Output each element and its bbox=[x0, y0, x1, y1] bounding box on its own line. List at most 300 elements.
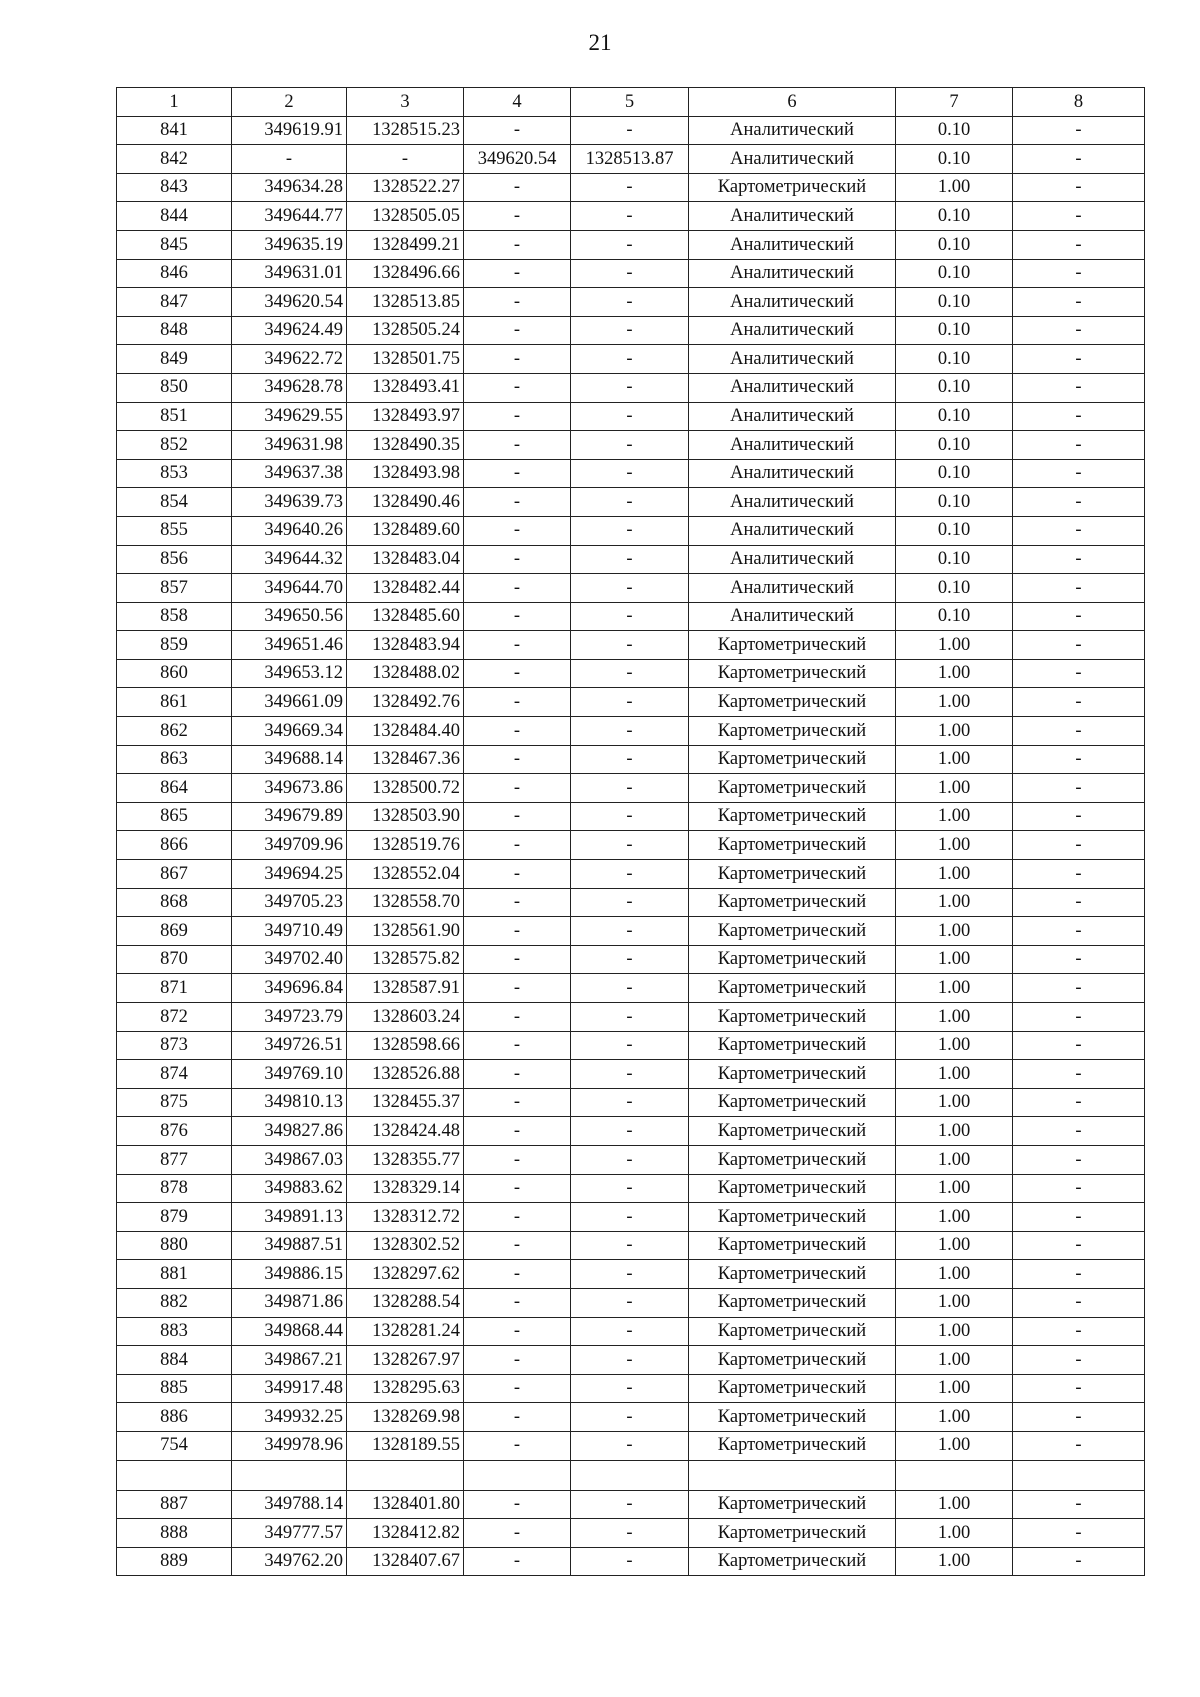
point-number-cell: 853 bbox=[117, 459, 232, 488]
x-coordinate-cell: 349769.10 bbox=[232, 1060, 347, 1089]
new-x-coordinate-cell: - bbox=[464, 745, 571, 774]
y-coordinate-cell: 1328522.27 bbox=[347, 173, 464, 202]
accuracy-cell: 1.00 bbox=[896, 1288, 1013, 1317]
new-y-coordinate-cell: - bbox=[571, 717, 689, 746]
accuracy-cell: 1.00 bbox=[896, 974, 1013, 1003]
method-cell: Картометрический bbox=[689, 974, 896, 1003]
point-number-cell: 888 bbox=[117, 1519, 232, 1548]
point-number-cell: 863 bbox=[117, 745, 232, 774]
new-y-coordinate-cell: - bbox=[571, 459, 689, 488]
table-row bbox=[117, 516, 1145, 545]
y-coordinate-cell: 1328484.40 bbox=[347, 717, 464, 746]
point-number-cell: 856 bbox=[117, 545, 232, 574]
point-number-cell: 867 bbox=[117, 860, 232, 889]
new-y-coordinate-cell: - bbox=[571, 116, 689, 145]
new-x-coordinate-cell: - bbox=[464, 1031, 571, 1060]
table-row bbox=[117, 1060, 1145, 1089]
new-y-coordinate-cell: - bbox=[571, 1174, 689, 1203]
accuracy-cell: 1.00 bbox=[896, 1346, 1013, 1375]
y-coordinate-cell: 1328505.05 bbox=[347, 202, 464, 231]
y-coordinate-cell: - bbox=[347, 145, 464, 174]
point-number-cell: 878 bbox=[117, 1174, 232, 1203]
accuracy-cell: 1.00 bbox=[896, 1317, 1013, 1346]
note-cell: - bbox=[1013, 259, 1145, 288]
method-cell: Картометрический bbox=[689, 831, 896, 860]
note-cell: - bbox=[1013, 659, 1145, 688]
accuracy-cell: 1.00 bbox=[896, 1117, 1013, 1146]
method-cell: Аналитический bbox=[689, 431, 896, 460]
table-row bbox=[117, 202, 1145, 231]
accuracy-cell: 1.00 bbox=[896, 802, 1013, 831]
new-y-coordinate-cell: - bbox=[571, 1547, 689, 1576]
new-x-coordinate-cell: - bbox=[464, 173, 571, 202]
column-header: 8 bbox=[1013, 88, 1145, 117]
note-cell: - bbox=[1013, 1519, 1145, 1548]
x-coordinate-cell: 349669.34 bbox=[232, 717, 347, 746]
x-coordinate-cell: 349650.56 bbox=[232, 602, 347, 631]
new-x-coordinate-cell: - bbox=[464, 345, 571, 374]
table-row bbox=[117, 1288, 1145, 1317]
new-x-coordinate-cell: - bbox=[464, 1117, 571, 1146]
new-y-coordinate-cell: - bbox=[571, 1203, 689, 1232]
table-row bbox=[117, 1174, 1145, 1203]
x-coordinate-cell: 349688.14 bbox=[232, 745, 347, 774]
method-cell: Картометрический bbox=[689, 1374, 896, 1403]
y-coordinate-cell: 1328424.48 bbox=[347, 1117, 464, 1146]
accuracy-cell: 1.00 bbox=[896, 1060, 1013, 1089]
point-number-cell: 844 bbox=[117, 202, 232, 231]
method-cell: Картометрический bbox=[689, 173, 896, 202]
note-cell: - bbox=[1013, 860, 1145, 889]
accuracy-cell: 1.00 bbox=[896, 774, 1013, 803]
table-row bbox=[117, 1403, 1145, 1432]
new-y-coordinate-cell: - bbox=[571, 1003, 689, 1032]
note-cell: - bbox=[1013, 1317, 1145, 1346]
method-cell: Аналитический bbox=[689, 345, 896, 374]
y-coordinate-cell: 1328505.24 bbox=[347, 316, 464, 345]
point-number-cell: 854 bbox=[117, 488, 232, 517]
method-cell: Картометрический bbox=[689, 1403, 896, 1432]
new-x-coordinate-cell: - bbox=[464, 1145, 571, 1174]
y-coordinate-cell: 1328552.04 bbox=[347, 860, 464, 889]
new-y-coordinate-cell: - bbox=[571, 860, 689, 889]
accuracy-cell: 0.10 bbox=[896, 345, 1013, 374]
method-cell: Аналитический bbox=[689, 459, 896, 488]
new-y-coordinate-cell: - bbox=[571, 1490, 689, 1519]
note-cell: - bbox=[1013, 1003, 1145, 1032]
table-row bbox=[117, 545, 1145, 574]
point-number-cell: 884 bbox=[117, 1346, 232, 1375]
new-x-coordinate-cell: - bbox=[464, 1519, 571, 1548]
new-y-coordinate-cell: - bbox=[571, 1374, 689, 1403]
accuracy-cell: 0.10 bbox=[896, 288, 1013, 317]
new-x-coordinate-cell: - bbox=[464, 860, 571, 889]
x-coordinate-cell: 349644.32 bbox=[232, 545, 347, 574]
table-row bbox=[117, 745, 1145, 774]
new-y-coordinate-cell: - bbox=[571, 917, 689, 946]
accuracy-cell: 1.00 bbox=[896, 917, 1013, 946]
y-coordinate-cell: 1328297.62 bbox=[347, 1260, 464, 1289]
new-y-coordinate-cell: - bbox=[571, 173, 689, 202]
new-y-coordinate-cell: - bbox=[571, 516, 689, 545]
y-coordinate-cell: 1328575.82 bbox=[347, 945, 464, 974]
point-number-cell: 881 bbox=[117, 1260, 232, 1289]
y-coordinate-cell: 1328499.21 bbox=[347, 230, 464, 259]
accuracy-cell: 0.10 bbox=[896, 459, 1013, 488]
new-y-coordinate-cell: - bbox=[571, 631, 689, 660]
point-number-cell: 843 bbox=[117, 173, 232, 202]
accuracy-cell: 1.00 bbox=[896, 1519, 1013, 1548]
accuracy-cell: 0.10 bbox=[896, 431, 1013, 460]
note-cell: - bbox=[1013, 545, 1145, 574]
y-coordinate-cell: 1328561.90 bbox=[347, 917, 464, 946]
accuracy-cell: 1.00 bbox=[896, 1088, 1013, 1117]
point-number-cell: 754 bbox=[117, 1431, 232, 1460]
new-y-coordinate-cell: - bbox=[571, 745, 689, 774]
note-cell bbox=[1013, 1460, 1145, 1490]
method-cell: Аналитический bbox=[689, 288, 896, 317]
method-cell: Картометрический bbox=[689, 1174, 896, 1203]
method-cell: Картометрический bbox=[689, 1145, 896, 1174]
note-cell: - bbox=[1013, 1145, 1145, 1174]
method-cell: Картометрический bbox=[689, 774, 896, 803]
y-coordinate-cell: 1328496.66 bbox=[347, 259, 464, 288]
x-coordinate-cell: 349710.49 bbox=[232, 917, 347, 946]
method-cell: Аналитический bbox=[689, 259, 896, 288]
note-cell: - bbox=[1013, 574, 1145, 603]
new-x-coordinate-cell: - bbox=[464, 1174, 571, 1203]
new-y-coordinate-cell: - bbox=[571, 1231, 689, 1260]
y-coordinate-cell: 1328526.88 bbox=[347, 1060, 464, 1089]
point-number-cell: 850 bbox=[117, 373, 232, 402]
accuracy-cell: 1.00 bbox=[896, 1031, 1013, 1060]
new-x-coordinate-cell bbox=[464, 1460, 571, 1490]
x-coordinate-cell: 349639.73 bbox=[232, 488, 347, 517]
note-cell: - bbox=[1013, 1088, 1145, 1117]
method-cell: Картометрический bbox=[689, 1519, 896, 1548]
new-x-coordinate-cell: - bbox=[464, 459, 571, 488]
new-x-coordinate-cell: - bbox=[464, 1003, 571, 1032]
note-cell: - bbox=[1013, 1374, 1145, 1403]
point-number-cell: 869 bbox=[117, 917, 232, 946]
y-coordinate-cell: 1328302.52 bbox=[347, 1231, 464, 1260]
point-number-cell: 860 bbox=[117, 659, 232, 688]
point-number-cell: 880 bbox=[117, 1231, 232, 1260]
new-y-coordinate-cell: - bbox=[571, 574, 689, 603]
new-y-coordinate-cell: - bbox=[571, 1145, 689, 1174]
new-x-coordinate-cell: - bbox=[464, 1060, 571, 1089]
y-coordinate-cell: 1328483.94 bbox=[347, 631, 464, 660]
y-coordinate-cell: 1328500.72 bbox=[347, 774, 464, 803]
table-row bbox=[117, 1460, 1145, 1490]
new-y-coordinate-cell: - bbox=[571, 345, 689, 374]
note-cell: - bbox=[1013, 1203, 1145, 1232]
table-row bbox=[117, 774, 1145, 803]
table-row bbox=[117, 1088, 1145, 1117]
table-row bbox=[117, 688, 1145, 717]
note-cell: - bbox=[1013, 774, 1145, 803]
new-x-coordinate-cell: - bbox=[464, 431, 571, 460]
method-cell: Картометрический bbox=[689, 717, 896, 746]
table-row bbox=[117, 1203, 1145, 1232]
accuracy-cell: 0.10 bbox=[896, 145, 1013, 174]
note-cell: - bbox=[1013, 1031, 1145, 1060]
x-coordinate-cell: 349978.96 bbox=[232, 1431, 347, 1460]
table-row bbox=[117, 659, 1145, 688]
new-x-coordinate-cell: - bbox=[464, 917, 571, 946]
accuracy-cell: 0.10 bbox=[896, 373, 1013, 402]
table-row bbox=[117, 145, 1145, 174]
new-y-coordinate-cell: - bbox=[571, 1260, 689, 1289]
new-x-coordinate-cell: - bbox=[464, 1431, 571, 1460]
table-row bbox=[117, 917, 1145, 946]
column-header: 1 bbox=[117, 88, 232, 117]
y-coordinate-cell: 1328490.35 bbox=[347, 431, 464, 460]
point-number-cell: 862 bbox=[117, 717, 232, 746]
accuracy-cell: 0.10 bbox=[896, 230, 1013, 259]
table-row bbox=[117, 831, 1145, 860]
point-number-cell: 858 bbox=[117, 602, 232, 631]
point-number-cell: 861 bbox=[117, 688, 232, 717]
method-cell: Аналитический bbox=[689, 545, 896, 574]
y-coordinate-cell: 1328483.04 bbox=[347, 545, 464, 574]
new-x-coordinate-cell: - bbox=[464, 488, 571, 517]
note-cell: - bbox=[1013, 1431, 1145, 1460]
method-cell: Картометрический bbox=[689, 1060, 896, 1089]
point-number-cell: 849 bbox=[117, 345, 232, 374]
table-header-row bbox=[117, 88, 1145, 117]
table-row bbox=[117, 1490, 1145, 1519]
table-row bbox=[117, 373, 1145, 402]
point-number-cell: 879 bbox=[117, 1203, 232, 1232]
note-cell: - bbox=[1013, 230, 1145, 259]
method-cell: Картометрический bbox=[689, 1031, 896, 1060]
accuracy-cell: 0.10 bbox=[896, 116, 1013, 145]
accuracy-cell: 1.00 bbox=[896, 717, 1013, 746]
y-coordinate-cell: 1328189.55 bbox=[347, 1431, 464, 1460]
y-coordinate-cell: 1328493.98 bbox=[347, 459, 464, 488]
new-x-coordinate-cell: - bbox=[464, 1288, 571, 1317]
note-cell: - bbox=[1013, 316, 1145, 345]
new-x-coordinate-cell: - bbox=[464, 1260, 571, 1289]
note-cell: - bbox=[1013, 631, 1145, 660]
new-y-coordinate-cell: - bbox=[571, 1031, 689, 1060]
accuracy-cell: 1.00 bbox=[896, 1145, 1013, 1174]
x-coordinate-cell: 349634.28 bbox=[232, 173, 347, 202]
note-cell: - bbox=[1013, 1117, 1145, 1146]
y-coordinate-cell: 1328485.60 bbox=[347, 602, 464, 631]
new-y-coordinate-cell: - bbox=[571, 259, 689, 288]
table-row bbox=[117, 802, 1145, 831]
accuracy-cell: 1.00 bbox=[896, 659, 1013, 688]
accuracy-cell: 1.00 bbox=[896, 831, 1013, 860]
new-y-coordinate-cell: - bbox=[571, 1088, 689, 1117]
table-row bbox=[117, 1145, 1145, 1174]
note-cell: - bbox=[1013, 431, 1145, 460]
note-cell: - bbox=[1013, 1346, 1145, 1375]
method-cell: Картометрический bbox=[689, 1231, 896, 1260]
y-coordinate-cell: 1328603.24 bbox=[347, 1003, 464, 1032]
x-coordinate-cell: 349624.49 bbox=[232, 316, 347, 345]
point-number-cell: 848 bbox=[117, 316, 232, 345]
table-row bbox=[117, 230, 1145, 259]
new-x-coordinate-cell: - bbox=[464, 1317, 571, 1346]
method-cell: Картометрический bbox=[689, 1346, 896, 1375]
point-number-cell: 873 bbox=[117, 1031, 232, 1060]
note-cell: - bbox=[1013, 802, 1145, 831]
note-cell: - bbox=[1013, 1403, 1145, 1432]
accuracy-cell: 1.00 bbox=[896, 688, 1013, 717]
method-cell: Картометрический bbox=[689, 1260, 896, 1289]
y-coordinate-cell: 1328503.90 bbox=[347, 802, 464, 831]
y-coordinate-cell: 1328401.80 bbox=[347, 1490, 464, 1519]
method-cell: Картометрический bbox=[689, 860, 896, 889]
method-cell: Аналитический bbox=[689, 145, 896, 174]
accuracy-cell: 1.00 bbox=[896, 631, 1013, 660]
point-number-cell: 877 bbox=[117, 1145, 232, 1174]
y-coordinate-cell: 1328493.97 bbox=[347, 402, 464, 431]
x-coordinate-cell: 349637.38 bbox=[232, 459, 347, 488]
point-number-cell: 885 bbox=[117, 1374, 232, 1403]
y-coordinate-cell: 1328519.76 bbox=[347, 831, 464, 860]
new-x-coordinate-cell: - bbox=[464, 316, 571, 345]
new-x-coordinate-cell: 349620.54 bbox=[464, 145, 571, 174]
new-x-coordinate-cell: - bbox=[464, 717, 571, 746]
new-y-coordinate-cell: - bbox=[571, 1117, 689, 1146]
point-number-cell: 886 bbox=[117, 1403, 232, 1432]
note-cell: - bbox=[1013, 288, 1145, 317]
new-x-coordinate-cell: - bbox=[464, 1088, 571, 1117]
note-cell: - bbox=[1013, 945, 1145, 974]
note-cell: - bbox=[1013, 1288, 1145, 1317]
new-x-coordinate-cell: - bbox=[464, 1547, 571, 1576]
x-coordinate-cell: 349661.09 bbox=[232, 688, 347, 717]
new-y-coordinate-cell: - bbox=[571, 888, 689, 917]
y-coordinate-cell: 1328329.14 bbox=[347, 1174, 464, 1203]
table-row bbox=[117, 602, 1145, 631]
y-coordinate-cell: 1328492.76 bbox=[347, 688, 464, 717]
method-cell: Аналитический bbox=[689, 574, 896, 603]
x-coordinate-cell: 349679.89 bbox=[232, 802, 347, 831]
column-header: 4 bbox=[464, 88, 571, 117]
table-row bbox=[117, 402, 1145, 431]
table-row bbox=[117, 259, 1145, 288]
accuracy-cell: 1.00 bbox=[896, 888, 1013, 917]
new-y-coordinate-cell: - bbox=[571, 1346, 689, 1375]
method-cell: Аналитический bbox=[689, 373, 896, 402]
new-y-coordinate-cell: - bbox=[571, 1317, 689, 1346]
x-coordinate-cell: 349887.51 bbox=[232, 1231, 347, 1260]
new-y-coordinate-cell: - bbox=[571, 1519, 689, 1548]
x-coordinate-cell: 349644.70 bbox=[232, 574, 347, 603]
y-coordinate-cell: 1328489.60 bbox=[347, 516, 464, 545]
table-row bbox=[117, 860, 1145, 889]
table-body bbox=[117, 116, 1145, 1576]
method-cell: Картометрический bbox=[689, 1088, 896, 1117]
method-cell: Аналитический bbox=[689, 402, 896, 431]
new-x-coordinate-cell: - bbox=[464, 516, 571, 545]
point-number-cell: 865 bbox=[117, 802, 232, 831]
note-cell: - bbox=[1013, 373, 1145, 402]
y-coordinate-cell: 1328288.54 bbox=[347, 1288, 464, 1317]
x-coordinate-cell: 349631.98 bbox=[232, 431, 347, 460]
accuracy-cell: 1.00 bbox=[896, 173, 1013, 202]
note-cell: - bbox=[1013, 1231, 1145, 1260]
y-coordinate-cell: 1328490.46 bbox=[347, 488, 464, 517]
x-coordinate-cell: 349726.51 bbox=[232, 1031, 347, 1060]
accuracy-cell: 0.10 bbox=[896, 202, 1013, 231]
table-row bbox=[117, 974, 1145, 1003]
accuracy-cell: 0.10 bbox=[896, 545, 1013, 574]
accuracy-cell: 0.10 bbox=[896, 602, 1013, 631]
table-row bbox=[117, 1003, 1145, 1032]
new-y-coordinate-cell: - bbox=[571, 945, 689, 974]
point-number-cell: 842 bbox=[117, 145, 232, 174]
table-row bbox=[117, 431, 1145, 460]
new-y-coordinate-cell: - bbox=[571, 202, 689, 231]
y-coordinate-cell: 1328488.02 bbox=[347, 659, 464, 688]
point-number-cell: 851 bbox=[117, 402, 232, 431]
x-coordinate-cell: 349620.54 bbox=[232, 288, 347, 317]
point-number-cell: 872 bbox=[117, 1003, 232, 1032]
point-number-cell: 868 bbox=[117, 888, 232, 917]
x-coordinate-cell bbox=[232, 1460, 347, 1490]
point-number-cell: 864 bbox=[117, 774, 232, 803]
column-header: 5 bbox=[571, 88, 689, 117]
point-number-cell: 870 bbox=[117, 945, 232, 974]
table-row bbox=[117, 574, 1145, 603]
accuracy-cell: 1.00 bbox=[896, 745, 1013, 774]
accuracy-cell: 0.10 bbox=[896, 402, 1013, 431]
new-x-coordinate-cell: - bbox=[464, 688, 571, 717]
y-coordinate-cell bbox=[347, 1460, 464, 1490]
note-cell: - bbox=[1013, 831, 1145, 860]
accuracy-cell: 1.00 bbox=[896, 1260, 1013, 1289]
method-cell: Аналитический bbox=[689, 116, 896, 145]
x-coordinate-cell: 349868.44 bbox=[232, 1317, 347, 1346]
method-cell: Аналитический bbox=[689, 230, 896, 259]
note-cell: - bbox=[1013, 1174, 1145, 1203]
method-cell: Картометрический bbox=[689, 1003, 896, 1032]
table-row bbox=[117, 1547, 1145, 1576]
x-coordinate-cell: 349867.21 bbox=[232, 1346, 347, 1375]
method-cell: Аналитический bbox=[689, 202, 896, 231]
new-y-coordinate-cell bbox=[571, 1460, 689, 1490]
new-x-coordinate-cell: - bbox=[464, 1203, 571, 1232]
note-cell: - bbox=[1013, 116, 1145, 145]
new-y-coordinate-cell: - bbox=[571, 545, 689, 574]
note-cell: - bbox=[1013, 145, 1145, 174]
new-y-coordinate-cell: - bbox=[571, 288, 689, 317]
accuracy-cell: 0.10 bbox=[896, 488, 1013, 517]
note-cell: - bbox=[1013, 488, 1145, 517]
y-coordinate-cell: 1328267.97 bbox=[347, 1346, 464, 1375]
accuracy-cell: 1.00 bbox=[896, 860, 1013, 889]
point-number-cell: 866 bbox=[117, 831, 232, 860]
new-x-coordinate-cell: - bbox=[464, 1374, 571, 1403]
y-coordinate-cell: 1328412.82 bbox=[347, 1519, 464, 1548]
method-cell: Картометрический bbox=[689, 917, 896, 946]
table-row bbox=[117, 631, 1145, 660]
new-x-coordinate-cell: - bbox=[464, 631, 571, 660]
table-row bbox=[117, 1519, 1145, 1548]
table-row bbox=[117, 116, 1145, 145]
new-y-coordinate-cell: - bbox=[571, 688, 689, 717]
table-row bbox=[117, 1231, 1145, 1260]
x-coordinate-cell: 349932.25 bbox=[232, 1403, 347, 1432]
new-y-coordinate-cell: - bbox=[571, 774, 689, 803]
method-cell: Картометрический bbox=[689, 1117, 896, 1146]
